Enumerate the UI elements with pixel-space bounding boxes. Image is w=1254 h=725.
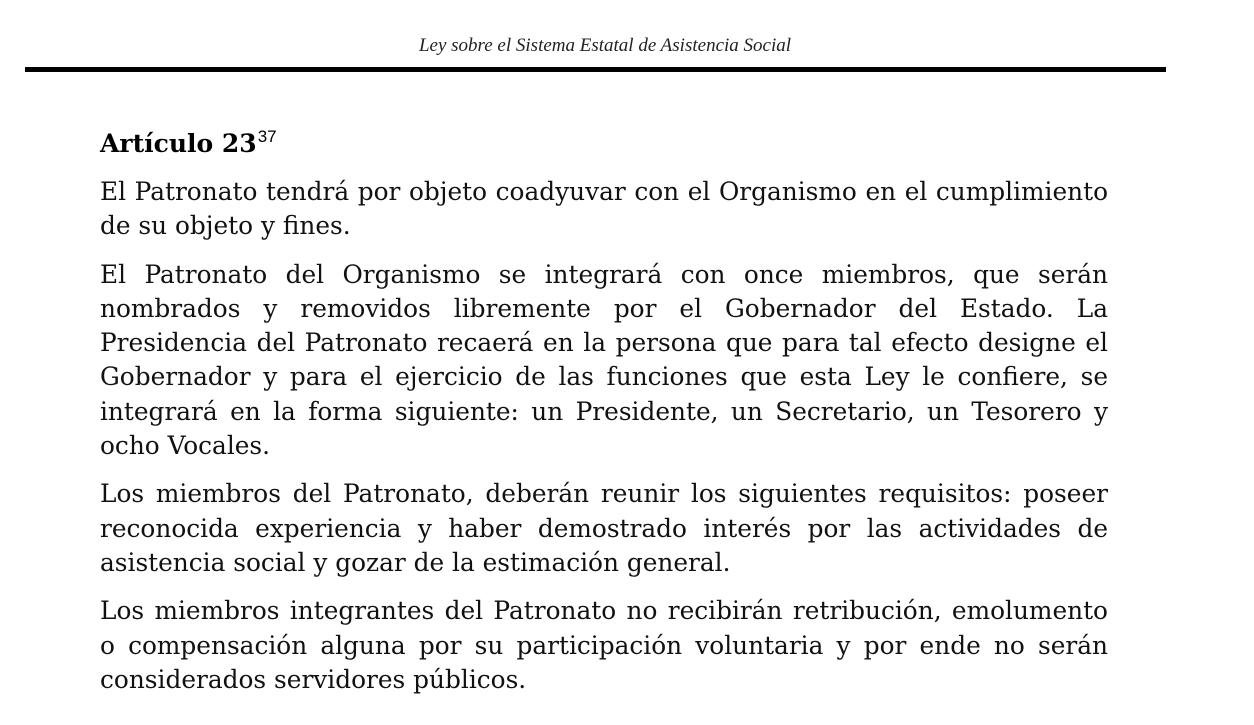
article-paragraph-4: Los miembros integrantes del Patronato no recibirán retribución, emolumento o compensación alguna por su participación voluntaria y por ende no serán considerados servidores públicos.	[100, 596, 1108, 694]
article-paragraph-3: Los miembros del Patronato, deberán reunir los siguientes requisitos: poseer reconocida experiencia y haber demostrado interés por las actividades de asistencia social y gozar de la estimación general.	[100, 479, 1108, 577]
article-paragraph-2: El Patronato del Organismo se integrará con once miembros, que serán nombrados y removidos libremente por el Gobernador del Estado. La Presidencia del Patronato recaerá en la persona que para tal efecto designe el Gobernador y para el ejercicio de las funciones que esta Ley le confiere, se integrará en la forma siguiente: un Presidente, un Secretario, un Tesorero y ocho Vocales.	[100, 259, 1108, 461]
article-paragraph-1: El Patronato tendrá por objeto coadyuvar con el Organismo en el cumplimiento de su objeto y fines.	[100, 177, 1108, 241]
header-divider	[25, 67, 1166, 72]
document-header-title: Ley sobre el Sistema Estatal de Asistencia Social	[418, 35, 792, 56]
article-body	[100, 126, 1108, 711]
article-heading	[100, 126, 1108, 162]
footnote-reference[interactable]: 37	[257, 127, 277, 146]
article-heading-text: Artículo 23	[100, 129, 257, 158]
